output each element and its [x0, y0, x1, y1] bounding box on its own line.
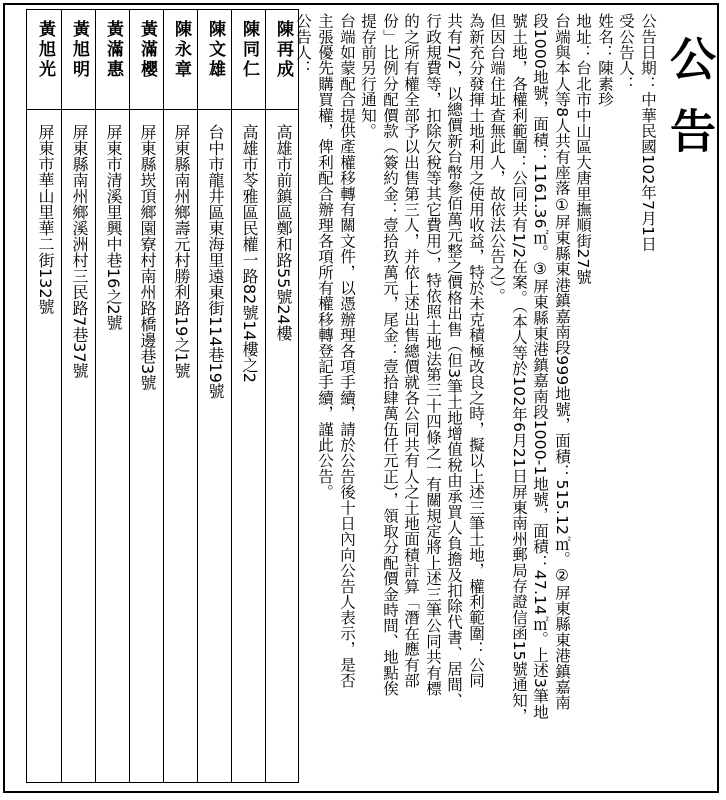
announcer-row — [163, 10, 197, 782]
announcer-name: 黃旭光 — [27, 10, 61, 110]
body-line: 份」比例分配價款（簽約金：壹拾玖萬元，尾金：壹拾肆萬伍仟元正），領取分配價金時間、地點俟 — [381, 13, 399, 697]
body-line: 的之所有權全部予以出售第三人，并依上述出售總價就各公同共有人之土地面積計算「潛在應有部 — [402, 13, 420, 689]
announcer-address: 屏東縣南州鄉溪洲村三民路7巷37號 — [70, 124, 89, 379]
announcer-name: 黃滿櫻 — [130, 10, 163, 110]
body-line: 台端與本人等8人共有座落①屏東縣東港鎮嘉南段999地號，面積：515.12㎡。②屏東縣東港鎮嘉南 — [553, 13, 571, 711]
recipient-name: 姓名：陳素珍 — [596, 13, 614, 108]
body-line: 共有1/2，以總價新台幣參佰萬元整之價格出售（但3筆土地增值稅由承買人負擔及扣除代書、居間、 — [445, 13, 463, 709]
announcer-address: 屏東縣崁頂鄉園寮村南州路橋邊巷3號 — [138, 124, 157, 391]
announcer-address: 屏東市清溪里興中巷16之2號 — [104, 124, 123, 331]
announcer-address: 高雄市前鎮區鄭和路55號24樓 — [274, 124, 293, 341]
announcer-address: 屏東縣南州鄉壽元村勝利路19之1號 — [172, 124, 191, 379]
announcer-name: 陳文雄 — [198, 10, 231, 110]
announcer-address: 台中市龍井區東海里遠東街114巷19號 — [206, 124, 225, 399]
body-line: 號土地，各權利範圍：公同共有1/2在案。（本人等於102年6月21日屏東南州郵局存證信函15號通知， — [510, 13, 528, 724]
announcer-address: 高雄市苓雅區民權一路82號14樓之2 — [240, 124, 259, 383]
announcer-row — [95, 10, 129, 782]
announcer-label: 公告人： — [294, 13, 312, 76]
announcer-name: 陳永章 — [164, 10, 197, 110]
announcer-row — [27, 10, 61, 782]
body-line: 行政規費等，扣除欠稅等其它費用），特依照土地法第三十四條之一有關規定將上述三筆公同共有標 — [424, 13, 442, 697]
announcer-name: 黃滿惠 — [96, 10, 129, 110]
announcer-name: 陳同仁 — [232, 10, 265, 110]
recipient-address: 地址：台北市中山區大唐里撫順街27號 — [574, 13, 592, 285]
announcer-name: 黃旭明 — [62, 10, 95, 110]
announcer-row — [129, 10, 163, 782]
body-line: 台端如蒙配合提供產權移轉有關文件，以憑辦理各項手續，請於公告後十日內向公告人表示，是否 — [338, 13, 356, 689]
announcer-name: 陳再成 — [266, 10, 299, 110]
recipient-label: 受公告人： — [617, 13, 635, 92]
notice-title: 公告 — [663, 35, 717, 179]
body-line: 但因台端住址查無此人，故依法公告之）。 — [488, 13, 506, 304]
announcer-row — [61, 10, 95, 782]
body-line: 主張優先購買權，俾利配合辦理各項所有權移轉登記手續，謹此公告。 — [316, 13, 334, 500]
announcer-row — [265, 10, 299, 782]
announcer-address: 屏東市華山里華二街132號 — [36, 124, 55, 315]
notice-date: 公告日期：中華民國102年7月1日 — [639, 13, 657, 252]
notice-frame — [3, 3, 719, 793]
announcer-table — [26, 9, 299, 783]
body-line: 提存前另行通知。 — [359, 13, 377, 139]
announcer-row — [231, 10, 265, 782]
announcer-row — [197, 10, 231, 782]
body-line: 為新充分發揮土地利用之使用收益，特於未克積極改良之時，擬以上述三筆土地，權利範圍：公同 — [467, 13, 485, 689]
body-line: 段1000地號，面積：1161.36㎡。③屏東縣東港鎮嘉南段1000-1地號，面積：47.14㎡。上述3筆地 — [531, 13, 549, 720]
